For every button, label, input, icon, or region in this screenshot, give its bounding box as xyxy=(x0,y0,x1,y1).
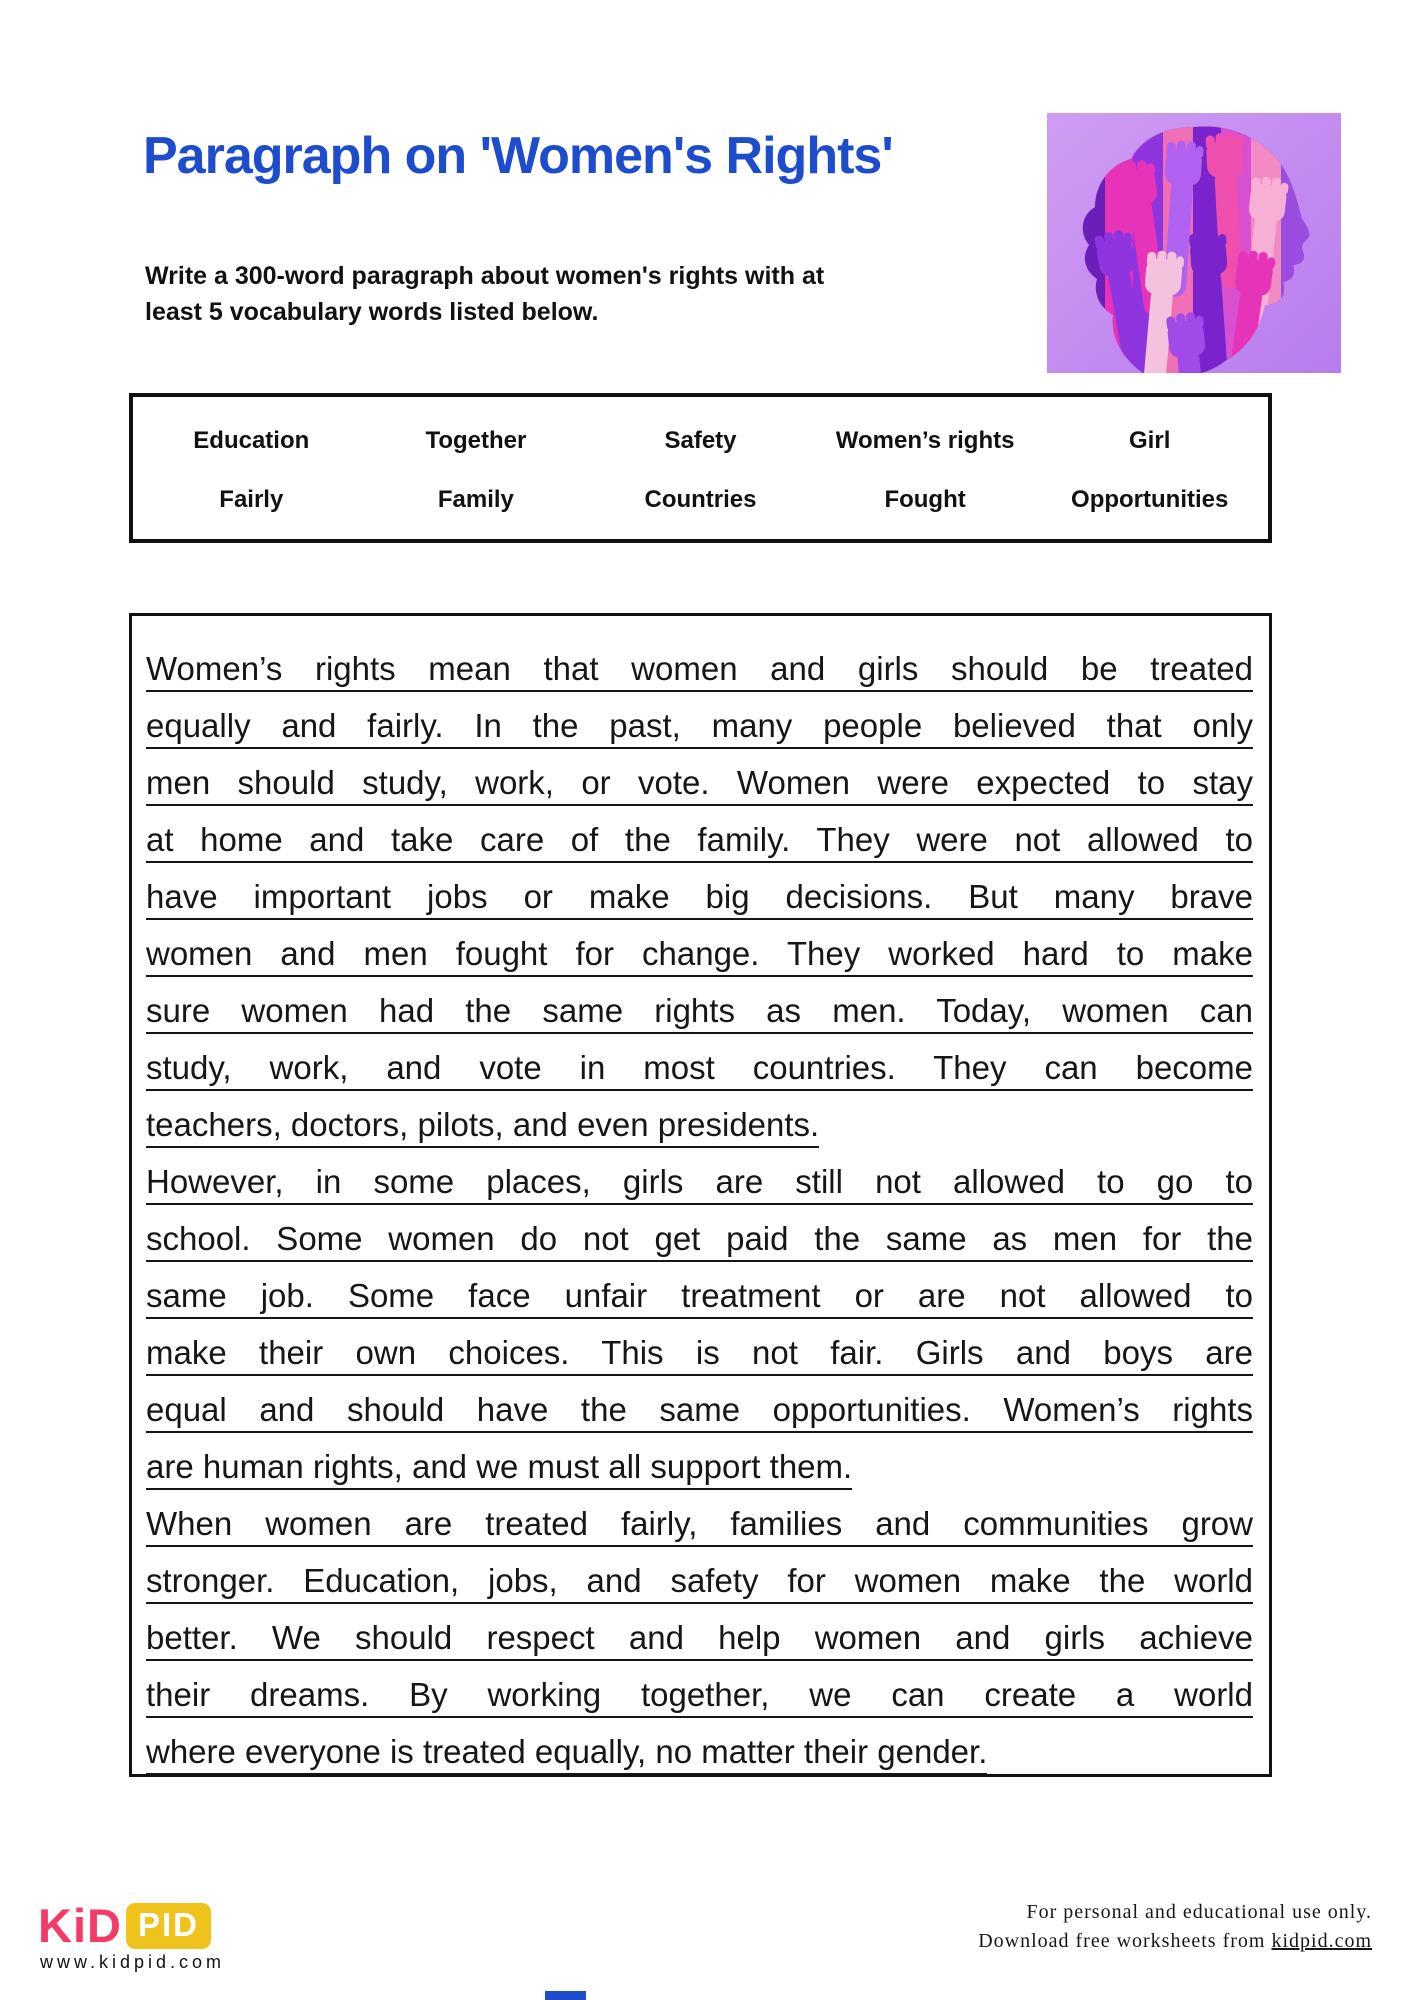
vocab-word-safety: Safety xyxy=(664,426,737,454)
essay-line: equal and should have the same opportunities. Women’s rights xyxy=(146,1381,1253,1438)
essay-line: teachers, doctors, pilots, and even presidents. xyxy=(146,1096,1253,1153)
essay-line: sure women had the same rights as men. Today, women can xyxy=(146,982,1253,1039)
vocabulary-box xyxy=(129,393,1272,543)
essay-line: same job. Some face unfair treatment or are not allowed to xyxy=(146,1267,1253,1324)
vocab-word-education: Education xyxy=(193,426,310,454)
essay-line: When women are treated fairly, families and communities grow xyxy=(146,1495,1253,1552)
usage-notice-line-2: Download free worksheets from kidpid.com xyxy=(978,1930,1372,1952)
page-title: Paragraph on 'Women's Rights' xyxy=(143,127,893,185)
essay-line: study, work, and vote in most countries. They can become xyxy=(146,1039,1253,1096)
vocab-word-together: Together xyxy=(425,426,527,454)
kidpid-url: www.kidpid.com xyxy=(40,1952,226,1972)
kidpid-link[interactable]: kidpid.com xyxy=(1271,1930,1372,1952)
kidpid-logo-pid: PID xyxy=(126,1903,211,1949)
vocab-word-fairly: Fairly xyxy=(219,485,284,513)
essay-line: stronger. Education, jobs, and safety for women make the world xyxy=(146,1552,1253,1609)
vocab-word-girl: Girl xyxy=(1129,426,1171,454)
essay-line: their dreams. By working together, we can create a world xyxy=(146,1666,1253,1723)
womens-rights-illustration xyxy=(1047,113,1341,373)
essay-line: However, in some places, girls are still not allowed to go to xyxy=(146,1153,1253,1210)
essay-line: men should study, work, or vote. Women were expected to stay xyxy=(146,754,1253,811)
vocab-word-womens-rights: Women’s rights xyxy=(835,426,1015,454)
essay-line: better. We should respect and help women and girls achieve xyxy=(146,1609,1253,1666)
essay-line: make their own choices. This is not fair. Girls and boys are xyxy=(146,1324,1253,1381)
essay-box xyxy=(129,613,1272,1777)
kidpid-logo-kid: KiD xyxy=(38,1899,122,1952)
essay-line: where everyone is treated equally, no matter their gender. xyxy=(146,1723,1253,1780)
usage-notice xyxy=(812,1898,1372,1956)
essay-line: have important jobs or make big decisions. But many brave xyxy=(146,868,1253,925)
vocab-word-family: Family xyxy=(437,485,514,513)
essay-line: women and men fought for change. They worked hard to make xyxy=(146,925,1253,982)
woman-head-fists-image xyxy=(1047,113,1341,373)
subtitle-line-2: least 5 vocabulary words listed below. xyxy=(145,298,599,326)
usage-notice-line-1: For personal and educational use only. xyxy=(1026,1901,1372,1923)
essay-line: school. Some women do not get paid the same as men for the xyxy=(146,1210,1253,1267)
kidpid-logo xyxy=(38,1898,211,1953)
essay-line: equally and fairly. In the past, many people believed that only xyxy=(146,697,1253,754)
essay-line: at home and take care of the family. They were not allowed to xyxy=(146,811,1253,868)
essay-line: Women’s rights mean that women and girls should be treated xyxy=(146,640,1253,697)
page-subtitle xyxy=(145,258,975,330)
subtitle-line-1: Write a 300-word paragraph about women's rights with at xyxy=(145,262,825,290)
vocab-word-countries: Countries xyxy=(644,485,757,513)
essay-line: are human rights, and we must all support them. xyxy=(146,1438,1253,1495)
vocab-word-opportunities: Opportunities xyxy=(1071,485,1229,513)
page-bottom-accent xyxy=(545,1991,586,2000)
vocab-word-fought: Fought xyxy=(884,485,966,513)
